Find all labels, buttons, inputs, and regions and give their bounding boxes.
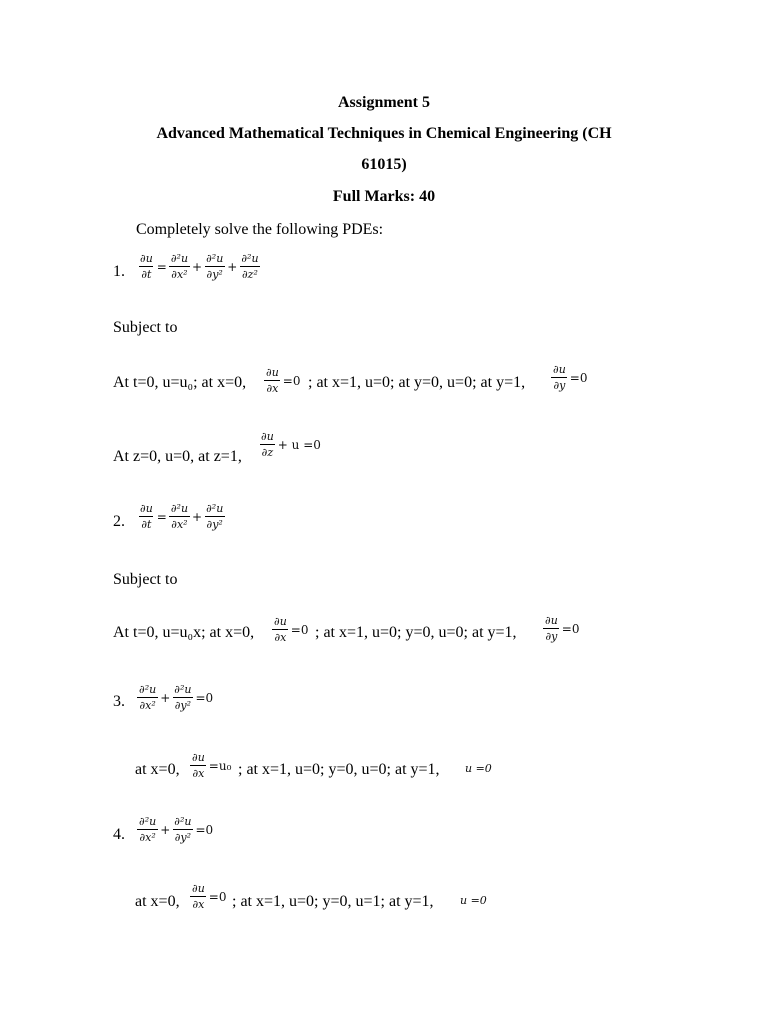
problem-4-bc1-a: at x=0, xyxy=(135,893,180,910)
problem-4-bc1-b: ; at x=1, u=0; y=0, u=1; at y=1, xyxy=(232,893,434,910)
assignment-title: Assignment 5 xyxy=(337,94,430,111)
problem-3-bc1-u-zero: u =0 xyxy=(465,762,492,775)
problem-2-bc1-b: ; at x=1, u=0; y=0, u=0; at y=1, xyxy=(315,624,517,641)
full-marks: Full Marks: 40 xyxy=(332,188,436,205)
problem-2-bc1-a: At t=0, u=u₀x; at x=0, xyxy=(113,624,255,641)
problem-2-subject-to: Subject to xyxy=(113,571,178,588)
problem-1-bc1-b: ; at x=1, u=0; at y=0, u=0; at y=1, xyxy=(308,374,526,391)
problem-4-bc1-frac-x: $\frac{\partial u}{\partial x}$ =0 xyxy=(192,882,227,911)
problem-1-bc2-a: At z=0, u=0, at z=1, xyxy=(113,448,242,465)
problem-3-bc1-b: ; at x=1, u=0; y=0, u=0; at y=1, xyxy=(238,761,440,778)
problem-3-equation: $\frac{\text{∂²u}}{\text{∂x²}}$ + $\frac{\text{∂²u}}{\text{∂y²}}$ =0 xyxy=(139,683,214,712)
problem-3-bc1-a: at x=0, xyxy=(135,761,180,778)
problem-1-bc1-frac-y: $\frac{\partial u}{\partial y}$ =0 xyxy=(553,363,588,392)
problem-4-equation: $\frac{\text{∂²u}}{\text{∂x²}}$ + $\frac{\text{∂²u}}{\text{∂y²}}$ =0 xyxy=(139,815,214,844)
problem-1-bc2-frac-z: $\frac{\partial u}{\partial z}$ + u =0 xyxy=(261,430,321,459)
instructions: Completely solve the following PDEs: xyxy=(136,221,384,238)
course-title: Advanced Mathematical Techniques in Chemical Engineering (CH xyxy=(156,125,612,142)
problem-2-number: 2. xyxy=(113,513,125,530)
problem-1-subject-to: Subject to xyxy=(113,319,178,336)
problem-2-bc1-frac-x: $\frac{\partial u}{\partial x}$ =0 xyxy=(274,615,309,644)
course-code: 61015) xyxy=(361,156,407,173)
problem-1-bc1-a: At t=0, u=u₀; at x=0, xyxy=(113,374,247,391)
problem-1-equation: $\frac{\partial u}{\partial t}$ = $\frac{\text{∂²u}}{\text{∂x²}}$ + $\frac{\text{∂²u}}{\text{∂y²}}$ + $\frac{\text{∂²u}}{\text{∂z²}}$ xyxy=(140,252,259,281)
problem-4-bc1-u-zero: u =0 xyxy=(460,894,487,907)
problem-3-bc1-frac-x: $\frac{\partial u}{\partial x}$ =u₀ xyxy=(192,751,232,780)
problem-1-number: 1. xyxy=(113,263,125,280)
problem-4-number: 4. xyxy=(113,826,125,843)
problem-2-bc1-frac-y: $\frac{\partial u}{\partial y}$ =0 xyxy=(545,614,580,643)
problem-2-equation: $\frac{\partial u}{\partial t}$ = $\frac{\text{∂²u}}{\text{∂x²}}$ + $\frac{\text{∂²u}}{\text{∂y²}}$ xyxy=(140,502,224,531)
problem-1-bc1-frac-x: $\frac{\partial u}{\partial x}$ =0 xyxy=(266,366,301,395)
problem-3-number: 3. xyxy=(113,693,125,710)
